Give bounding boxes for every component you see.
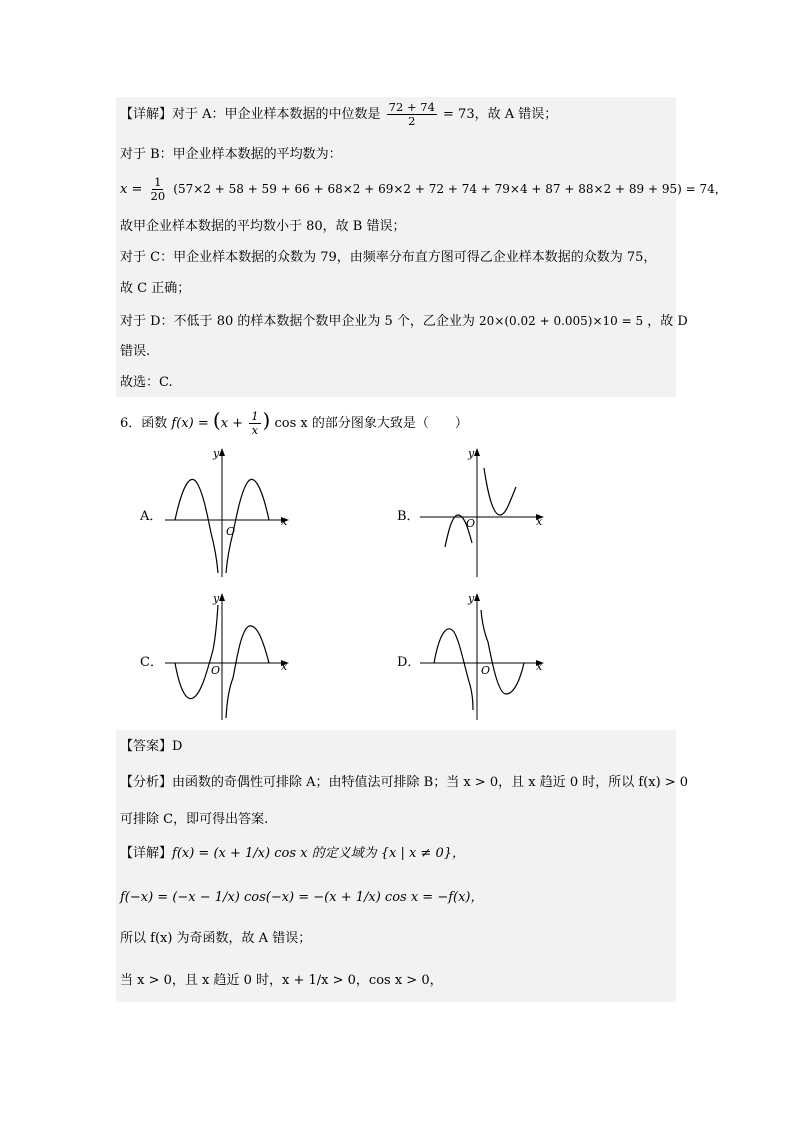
median-fraction: $\frac{72 + 74}{2}$	[388, 100, 435, 128]
detail-b-mean-line: x = $\frac{1}{20}$ (57×2 + 58 + 59 + 66 + 68×2 + 69×2 + 72 + 74 + 79×4 + 87 + 88×2 + 89 + 95) = 74，	[120, 175, 727, 203]
option-a-label: A．	[140, 509, 163, 524]
question-6: 6．函数 f(x) = (x + $\frac{1}{x}$ ) cos x 的部分图象大致是（ ）	[120, 408, 468, 437]
svg-text:O: O	[211, 664, 221, 677]
option-d-label: D．	[397, 655, 421, 670]
detail-d-line1: 对于 D：不低于 80 的样本数据个数甲企业为 5 个，乙企业为 20×(0.02 + 0.005)×10 = 5 ，故 D	[120, 314, 688, 329]
detail-a-line: 【详解】对于 A：甲企业样本数据的中位数是 $\frac{72 + 74}{2}$ = 73，故 A 错误；	[120, 100, 558, 128]
detail-line-4: 当 x > 0，且 x 趋近 0 时，x + 1/x > 0，cos x > 0，	[120, 973, 443, 988]
svg-text:x: x	[536, 660, 543, 673]
graph-option-a	[165, 443, 295, 578]
detail-line-2: f(−x) = (−x − 1/x) cos(−x) = −(x + 1/x) cos x = −f(x)，	[120, 890, 484, 905]
analysis-line-2: 可排除 C，即可得出答案.	[120, 812, 269, 827]
option-c-label: C．	[140, 655, 163, 670]
analysis-line-1: 【分析】由函数的奇偶性可排除 A；由特值法可排除 B；当 x > 0，且 x 趋近 0 时，所以 f(x) > 0	[120, 775, 689, 790]
detail-line-1: 【详解】f(x) = (x + 1/x) cos x 的定义域为 {x | x ≠ 0}，	[120, 846, 465, 861]
svg-text:y: y	[213, 592, 220, 605]
svg-text:O: O	[466, 517, 476, 530]
svg-text:y: y	[468, 447, 475, 460]
svg-text:x: x	[536, 515, 543, 528]
detail-line-3: 所以 f(x) 为奇函数，故 A 错误；	[120, 931, 312, 946]
svg-text:O: O	[481, 664, 491, 677]
graph-option-b	[420, 443, 550, 578]
svg-text:x: x	[281, 515, 288, 528]
option-b-label: B．	[397, 509, 420, 524]
svg-text:y: y	[213, 447, 220, 460]
svg-text:y: y	[468, 592, 475, 605]
detail-b-line3: 故甲企业样本数据的平均数小于 80，故 B 错误；	[120, 219, 406, 234]
detail-c-line1: 对于 C：甲企业样本数据的众数为 79，由频率分布直方图可得乙企业样本数据的众数为 75，	[120, 250, 657, 265]
svg-text:O: O	[226, 525, 236, 538]
answer-block-background	[116, 730, 676, 1002]
graph-option-c	[165, 590, 295, 725]
detail-block-background	[116, 97, 676, 397]
svg-text:x: x	[281, 660, 288, 673]
detail-c-line2: 故 C 正确；	[120, 281, 191, 296]
graph-option-d	[420, 590, 550, 725]
mean-fraction: $\frac{1}{20}$	[150, 175, 166, 203]
detail-b-line1: 对于 B：甲企业样本数据的平均数为：	[120, 147, 342, 162]
detail-d-line2: 错误.	[120, 344, 151, 359]
detail-choice: 故选：C.	[120, 375, 173, 390]
answer-line: 【答案】D	[120, 739, 183, 754]
